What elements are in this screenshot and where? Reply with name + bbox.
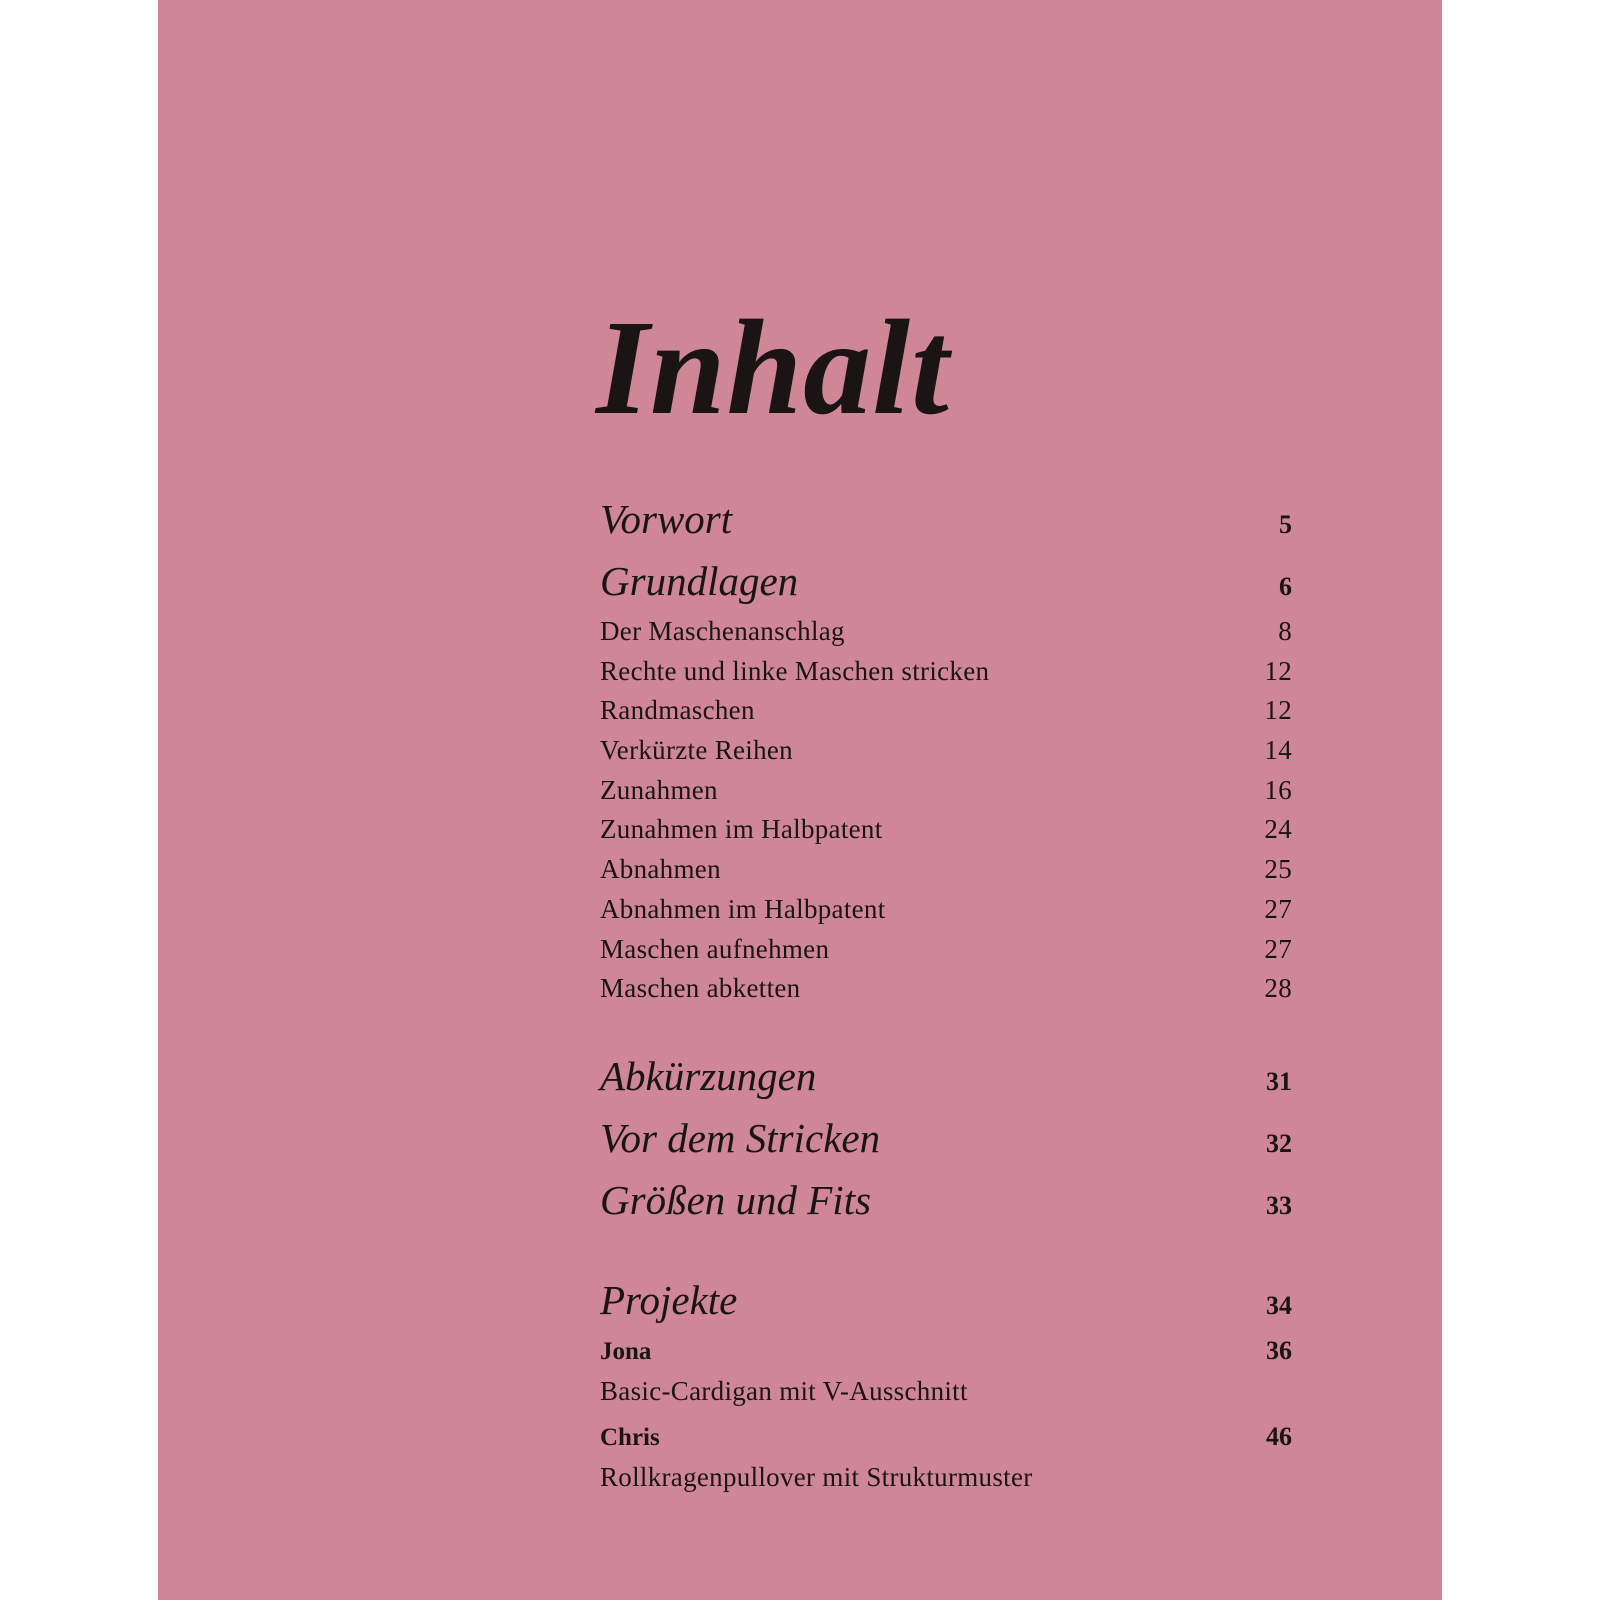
toc-entry-label: Abnahmen (600, 854, 721, 885)
toc-entry (600, 731, 1292, 771)
toc-page-number: 12 (1264, 695, 1292, 726)
spacer (600, 1231, 1292, 1269)
toc-entry (600, 890, 1292, 930)
toc-page-number: 25 (1264, 854, 1292, 885)
toc-entry-label: Randmaschen (600, 695, 755, 726)
toc-project-name: Jona (600, 1337, 652, 1365)
toc-section-groessen (600, 1169, 1292, 1231)
toc-page-number: 16 (1264, 774, 1292, 805)
toc-page-number: 46 (1266, 1421, 1292, 1451)
toc-project-entry (600, 1417, 1292, 1457)
toc-page-number: 32 (1266, 1128, 1292, 1158)
toc-page-number: 36 (1266, 1335, 1292, 1365)
toc-section-abkuerzungen (600, 1045, 1292, 1107)
toc-entry (600, 969, 1292, 1009)
toc-entry (600, 850, 1292, 890)
toc-project-description: Rollkragenpullover mit Strukturmuster (600, 1461, 1033, 1492)
toc-page-number: 14 (1264, 735, 1292, 766)
toc-page-number: 24 (1264, 814, 1292, 845)
toc-entry-label: Abnahmen im Halbpatent (600, 893, 886, 924)
toc-entry-label: Verkürzte Reihen (600, 735, 793, 766)
toc-section-vorwort (600, 488, 1292, 550)
page-title: Inhalt (596, 293, 950, 443)
toc-entry (600, 771, 1292, 811)
toc-section-vor-dem-stricken (600, 1107, 1292, 1169)
toc-section-label: Projekte (600, 1276, 738, 1323)
table-of-contents (596, 293, 1292, 1503)
toc-entry (600, 612, 1292, 652)
toc-project-name: Chris (600, 1423, 660, 1451)
toc-section-label: Vorwort (600, 496, 733, 542)
toc-section-label: Vor dem Stricken (600, 1114, 881, 1161)
toc-entry-label: Zunahmen im Halbpatent (600, 814, 883, 845)
toc-section-label: Abkürzungen (600, 1052, 817, 1099)
spacer (600, 1009, 1292, 1045)
book-page (158, 0, 1442, 1600)
toc-project-entry (600, 1331, 1292, 1371)
toc-page-number: 12 (1264, 655, 1292, 686)
toc-page-number: 28 (1264, 973, 1292, 1004)
toc-entry-label: Rechte und linke Maschen stricken (600, 655, 990, 686)
toc-page-number: 8 (1278, 616, 1292, 646)
toc-page-number: 34 (1266, 1290, 1292, 1320)
toc-entry (600, 691, 1292, 731)
toc-entry-label: Maschen abketten (600, 973, 801, 1004)
toc-entry (600, 930, 1292, 970)
toc-page-number: 5 (1279, 510, 1292, 539)
toc-section-projekte (600, 1269, 1292, 1331)
toc-section-label: Größen und Fits (600, 1176, 872, 1223)
toc-page-number: 27 (1264, 933, 1292, 964)
toc-project-description: Basic-Cardigan mit V-Ausschnitt (600, 1375, 968, 1406)
toc-page-number: 6 (1279, 572, 1292, 601)
toc-entry-label: Zunahmen (600, 774, 718, 805)
toc-page-number: 27 (1264, 893, 1292, 924)
toc-entry (600, 810, 1292, 850)
toc-entry (600, 652, 1292, 692)
toc-entry-label: Maschen aufnehmen (600, 933, 830, 964)
toc-section-grundlagen (600, 550, 1292, 612)
toc-section-label: Grundlagen (600, 558, 799, 604)
toc-entry-label: Der Maschenanschlag (600, 616, 845, 646)
toc-page-number: 33 (1266, 1190, 1292, 1220)
toc-page-number: 31 (1266, 1066, 1292, 1096)
